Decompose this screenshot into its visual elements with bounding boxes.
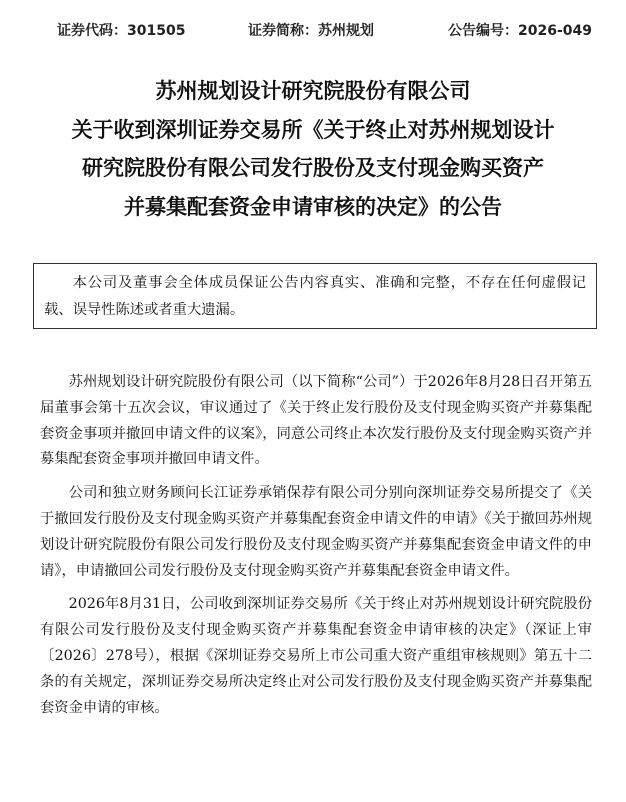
body-paragraph-3: 2026年8月31日，公司收到深圳证券交易所《关于终止对苏州规划设计研究院股份有限公司发行股份及支付现金购买资产并募集配套资金申请审核的决定》（深证上审〔2026〕278号），根据《深圳证券交易所上市公司重大资产重组审核规则》第五十二条的有关规定，深圳证券交易所决定终止对公司发行股份及支付现金购买资产并募集配套资金申请的审核。 [40,596,592,716]
title-line-3: 研究院股份有限公司发行股份及支付现金购买资产 [82,156,544,180]
document-body [40,370,592,729]
body-paragraph-1: 苏州规划设计研究院股份有限公司（以下简称“公司”）于2026年8月28日召开第五届董事会第十五次会议，审议通过了《关于终止发行股份及支付现金购买资产并募集配套资金事项并撤回申请文件的议案》，同意公司终止本次发行股份及支付现金购买资产并募集配套资金事项并撤回申请文件。 [40,374,592,468]
title-line-1: 苏州规划设计研究院股份有限公司 [155,79,471,103]
title-line-2: 关于收到深圳证券交易所《关于终止对苏州规划设计 [71,117,555,142]
body-paragraph-2: 公司和独立财务顾问长江证券承销保荐有限公司分别向深圳证券交易所提交了《关于撤回发行股份及支付现金购买资产并募集配套资金申请文件的申请》《关于撤回苏州规划设计研究院股份有限公司发行股份及支付现金购买资产并募集配套资金申请文件的申请》，申请撤回公司发行股份及支付现金购买资产并募集配套资金申请文件。 [40,485,592,579]
disclaimer-box [33,263,597,329]
stock-abbreviation: 证券简称：苏州规划 [248,23,374,39]
notice-number: 公告编号：2026-049 [448,23,592,39]
stock-code: 证券代码：301505 [57,23,186,39]
title-line-4: 并募集配套资金申请审核的决定》的公告 [124,194,502,219]
disclaimer-text: 本公司及董事会全体成员保证公告内容真实、准确和完整，不存在任何虚假记载、误导性陈述或者重大遗漏。 [44,275,586,318]
document-header [0,13,626,43]
document-title [20,72,606,226]
